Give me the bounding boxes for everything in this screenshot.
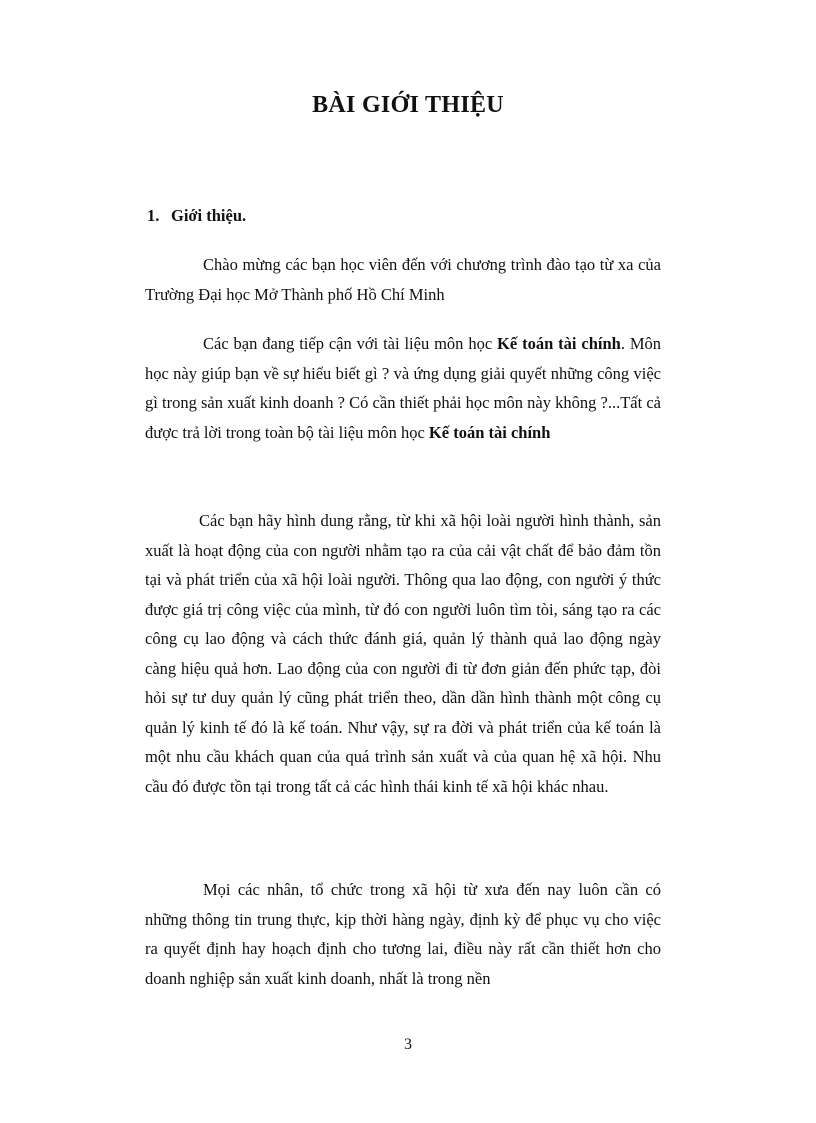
course-name-bold: Kế toán tài chính (497, 334, 621, 353)
course-name-bold: Kế toán tài chính (428, 422, 551, 442)
section-number: 1. (147, 206, 160, 225)
section-heading (147, 206, 246, 226)
paragraph-course-intro (145, 329, 661, 447)
page-title: BÀI GIỚI THIỆU (312, 92, 504, 118)
paragraph-information-needs: Mọi các nhân, tổ chức trong xã hội từ xưa đến nay luôn cần có những thông tin trung thực, kịp thời hàng ngày, định kỳ để phục vụ cho việc ra quyết định hay hoạch định cho tương lai, điều này rất cần thiết hơn cho doanh nghiệp sản xuất kinh doanh, nhất là trong nền (145, 880, 661, 988)
page-number: 3 (404, 1036, 412, 1053)
paragraph-text: . Môn học này giúp bạn về sự hiểu biết gì ? và ứng dụng giải quyết những công việc gì trong sản xuất kinh doanh ? Có cần thiết phải học môn này không ?...Tất cả được trả lời trong toàn bộ tài liệu môn học (145, 334, 661, 442)
paragraph-welcome: Chào mừng các bạn học viên đến với chương trình đào tạo từ xa của Trường Đại học Mở Thành phố Hồ Chí Minh (145, 255, 661, 304)
section-heading-text: Giới thiệu. (171, 206, 247, 225)
paragraph-history: Các bạn hãy hình dung rằng, từ khi xã hội loài người hình thành, sản xuất là hoạt động của con người nhằm tạo ra của cải vật chất để bảo đảm tồn tại và phát triển của xã hội loài người. Thông qua lao động, con người ý thức được giá trị công việc của mình, từ đó con người luôn tìm tòi, sáng tạo ra các công cụ lao động và cách thức đánh giá, quản lý thành quả lao động ngày càng hiệu quả hơn. Lao động của con người đi từ đơn giản đến phức tạp, đòi hỏi sự tư duy quản lý cũng phát triển theo, dần dần hình thành một công cụ quản lý kinh tế đó là kế toán. Như vậy, sự ra đời và phát triển của kế toán là một nhu cầu khách quan của quá trình sản xuất và của quan hệ xã hội. Nhu cầu đó được tồn tại trong tất cả các hình thái kinh tế xã hội khác nhau. (145, 511, 661, 796)
paragraph-text: Các bạn đang tiếp cận với tài liệu môn học (203, 334, 498, 353)
